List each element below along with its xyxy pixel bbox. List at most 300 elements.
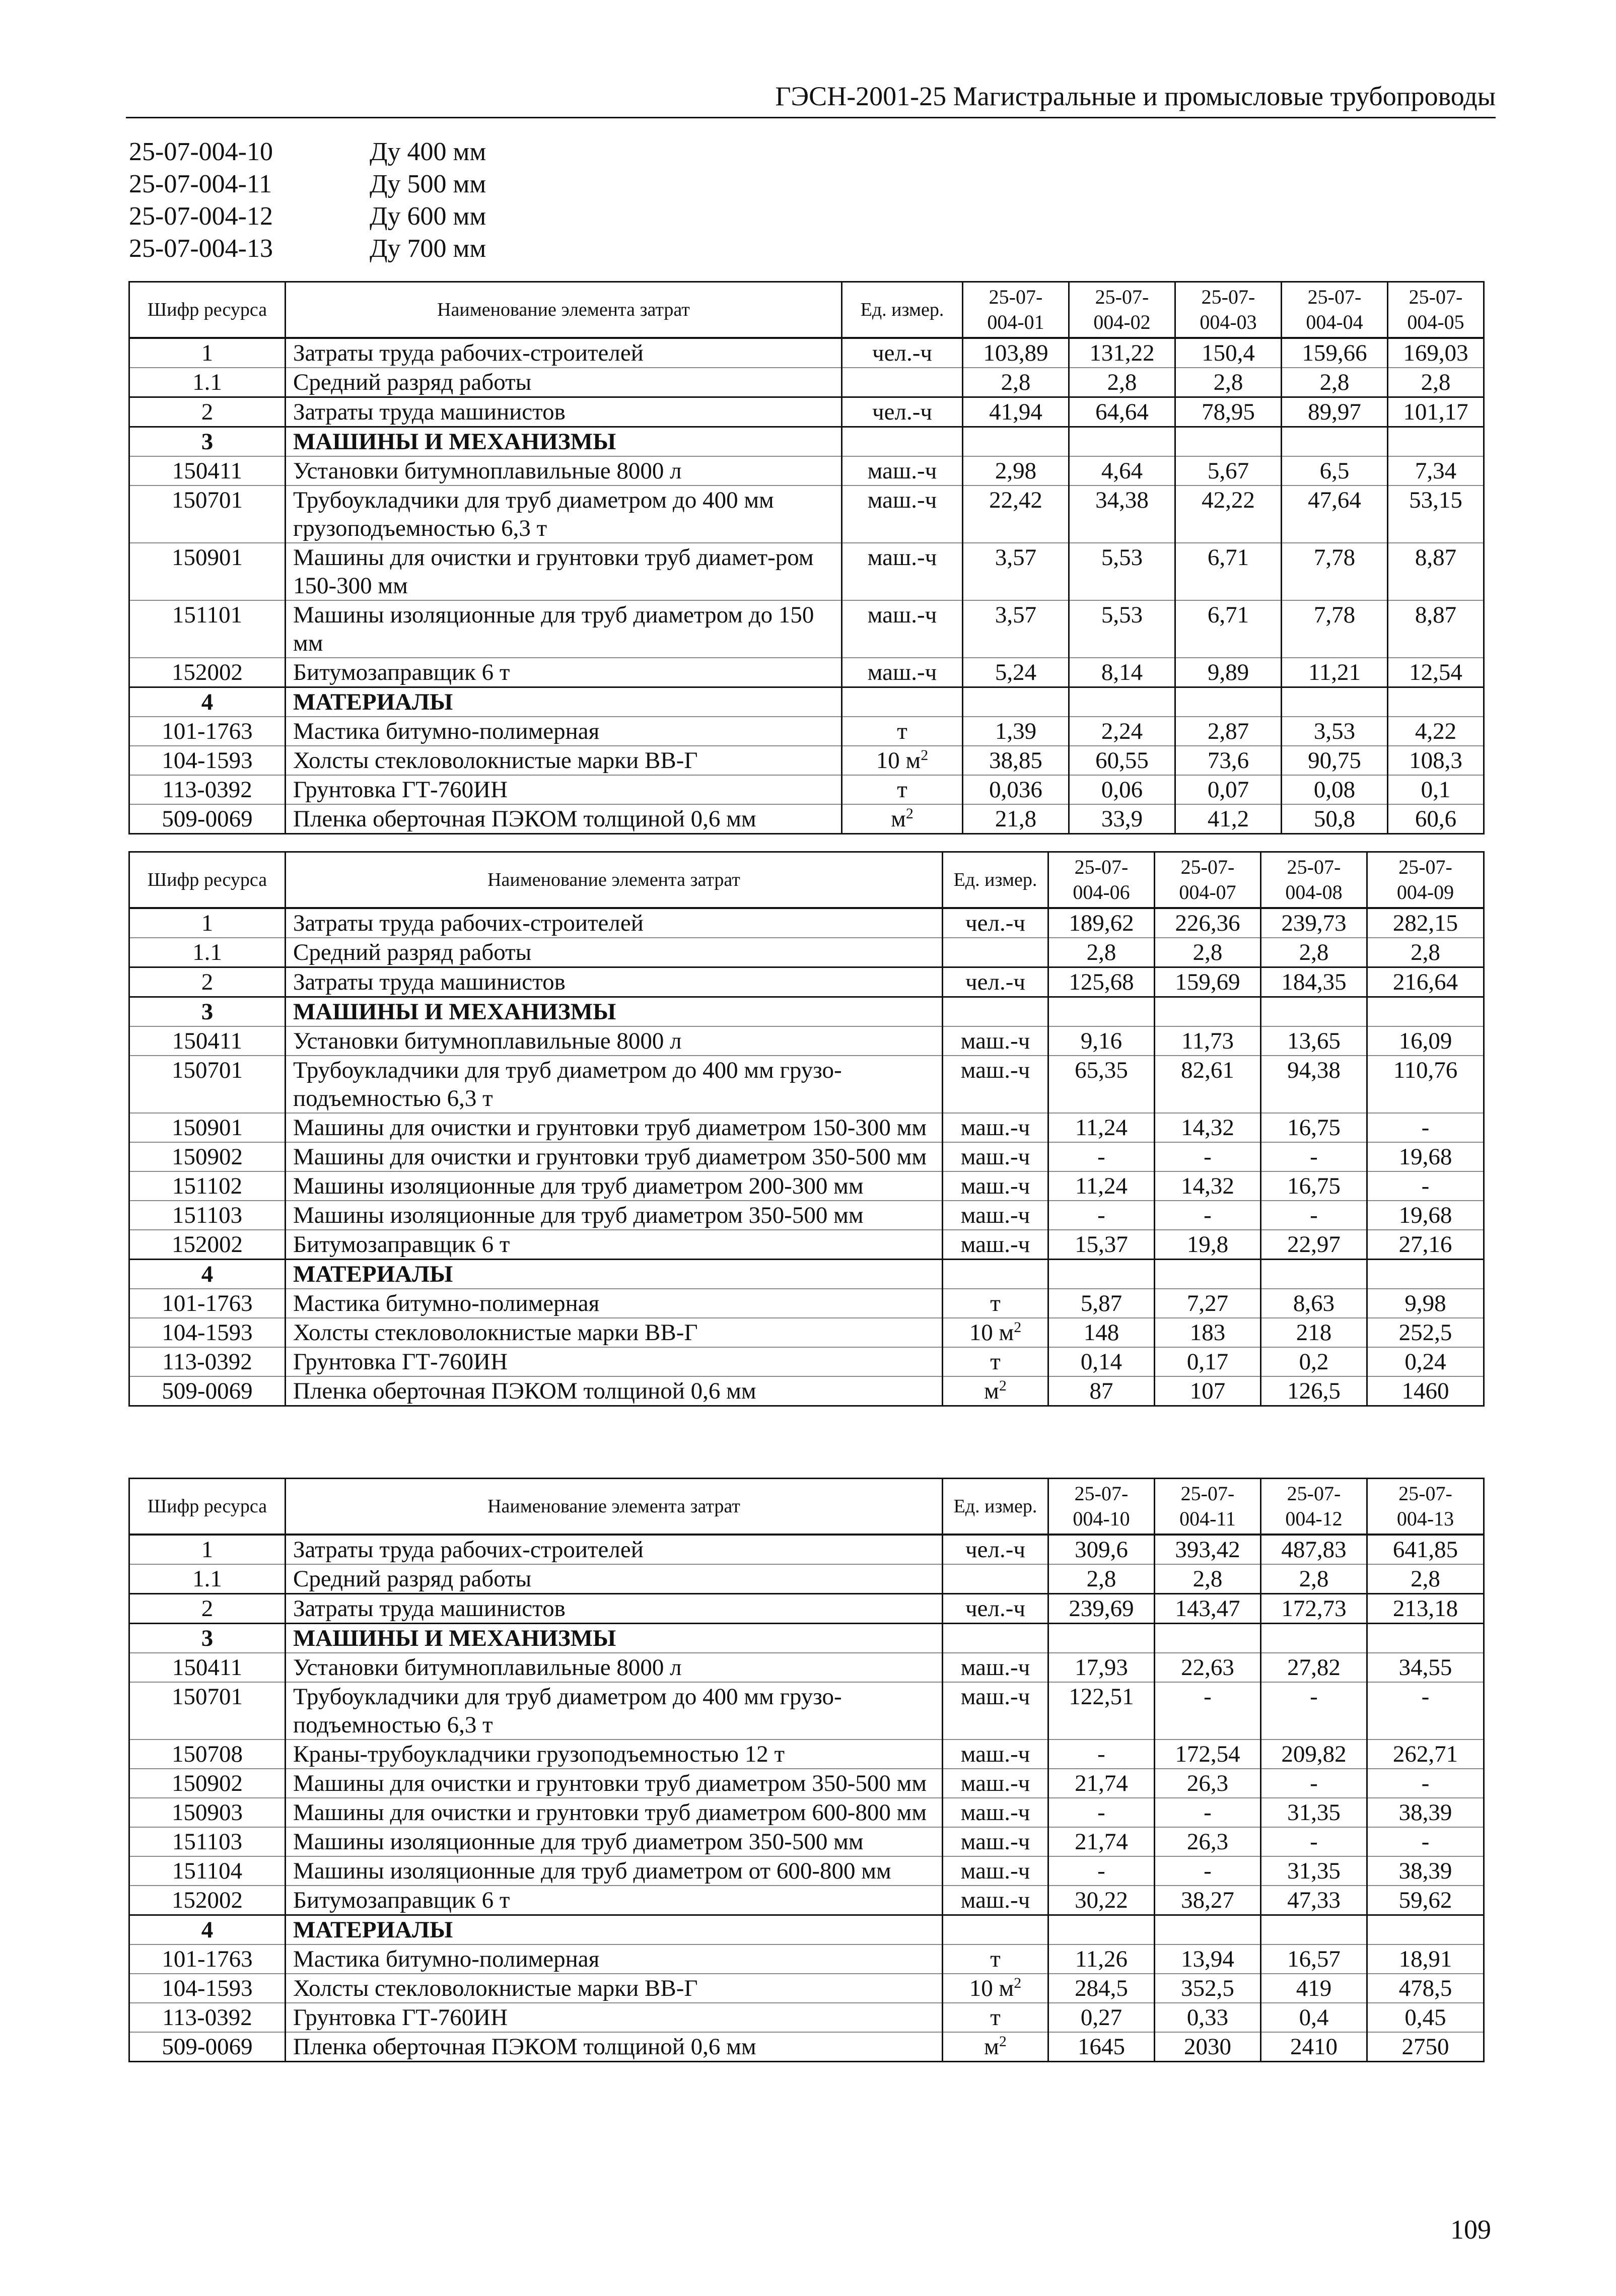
header-unit: Ед. измер. (943, 852, 1048, 909)
value-cell: 6,5 (1282, 456, 1388, 485)
unit-text: чел.-ч (872, 399, 932, 425)
value-cell (1261, 1915, 1367, 1945)
header-variant (1282, 282, 1388, 338)
unit-text: маш.-ч (867, 458, 937, 484)
table-row (129, 1142, 1484, 1171)
value-cell: 42,22 (1175, 485, 1282, 543)
table-header-row (129, 1479, 1484, 1535)
resource-name: Мастика битумно-полимерная (286, 717, 842, 746)
resource-code: 3 (129, 1624, 286, 1653)
resource-code: 150701 (129, 485, 286, 543)
resource-code: 113-0392 (129, 2003, 286, 2032)
value-cell: 226,36 (1155, 908, 1261, 938)
intro-value: Ду 700 мм (370, 234, 486, 263)
resource-code: 509-0069 (129, 1376, 286, 1406)
resource-code: 3 (129, 427, 286, 457)
value-cell (963, 427, 1069, 457)
resource-code: 2 (129, 397, 286, 427)
resource-code: 101-1763 (129, 1289, 286, 1318)
value-cell: 60,55 (1069, 746, 1175, 775)
value-cell: - (1261, 1142, 1367, 1171)
value-cell: 126,5 (1261, 1376, 1367, 1406)
unit-cell (943, 1026, 1048, 1056)
unit-exponent: 2 (905, 805, 914, 822)
resource-name: Затраты труда машинистов (286, 397, 842, 427)
value-cell: 0,14 (1048, 1347, 1155, 1376)
table-row (129, 1535, 1484, 1564)
header-unit: Ед. измер. (842, 282, 963, 338)
resource-name: Затраты труда рабочих-строителей (286, 908, 943, 938)
value-cell: 2,24 (1069, 717, 1175, 746)
unit-text: 10 м (876, 747, 921, 774)
unit-cell (943, 1944, 1048, 1974)
resource-name: Машины изоляционные для труб диаметром до 150 мм (286, 600, 842, 658)
table-row (129, 1944, 1484, 1974)
value-cell: 107 (1155, 1376, 1261, 1406)
unit-cell (842, 804, 963, 834)
value-cell: 0,17 (1155, 1347, 1261, 1376)
page-header: ГЭСН-2001-25 Магистральные и промысловые трубопроводы (775, 81, 1496, 111)
value-cell: 11,24 (1048, 1171, 1155, 1201)
intro-code: 25-07-004-13 (129, 234, 273, 263)
table-row (129, 485, 1484, 543)
table-row (129, 1886, 1484, 1915)
section-row (129, 1624, 1484, 1653)
unit-cell (842, 717, 963, 746)
value-cell: 0,1 (1388, 775, 1484, 804)
value-cell: 2,8 (1261, 938, 1367, 967)
value-cell: 309,6 (1048, 1535, 1155, 1564)
table-row (129, 456, 1484, 485)
resource-code: 150903 (129, 1798, 286, 1827)
unit-cell (842, 687, 963, 717)
value-cell: 27,16 (1367, 1230, 1484, 1260)
table-row (129, 1376, 1484, 1406)
value-cell (1155, 997, 1261, 1027)
value-cell (1261, 997, 1367, 1027)
value-cell: 2,8 (1367, 938, 1484, 967)
unit-text: маш.-ч (960, 1741, 1030, 1767)
intro-code-list (129, 136, 486, 265)
unit-text: маш.-ч (960, 1799, 1030, 1826)
value-cell: 16,75 (1261, 1113, 1367, 1142)
resource-name: Машины для очистки и грунтовки труб диаметром 350-500 мм (286, 1142, 943, 1171)
table-row (129, 1682, 1484, 1740)
unit-text: чел.-ч (965, 969, 1025, 995)
intro-row (129, 136, 486, 168)
value-cell: 7,27 (1155, 1289, 1261, 1318)
value-cell: 60,6 (1388, 804, 1484, 834)
resource-code: 152002 (129, 658, 286, 687)
value-cell: 41,94 (963, 397, 1069, 427)
value-cell (1069, 687, 1175, 717)
resource-code: 150411 (129, 1653, 286, 1682)
value-cell: 9,98 (1367, 1289, 1484, 1318)
unit-text: чел.-ч (872, 340, 932, 366)
table-row (129, 1798, 1484, 1827)
resource-name: Машины изоляционные для труб диаметром от 600-800 мм (286, 1856, 943, 1886)
resource-name: Трубоукладчики для труб диаметром до 400 мм грузоподъемностью 6,3 т (286, 485, 842, 543)
header-variant-line2: 004-11 (1179, 1507, 1236, 1530)
value-cell: 122,51 (1048, 1682, 1155, 1740)
value-cell: 2,8 (1367, 1564, 1484, 1594)
value-cell: 101,17 (1388, 397, 1484, 427)
header-variant (1388, 282, 1484, 338)
unit-cell (943, 1535, 1048, 1564)
value-cell: 172,73 (1261, 1594, 1367, 1624)
resource-code: 150902 (129, 1142, 286, 1171)
value-cell: 47,33 (1261, 1886, 1367, 1915)
value-cell: 184,35 (1261, 967, 1367, 997)
header-variant (1048, 1479, 1155, 1535)
resource-code: 1 (129, 908, 286, 938)
value-cell: - (1367, 1682, 1484, 1740)
resource-name: Машины изоляционные для труб диаметром 350-500 мм (286, 1827, 943, 1856)
unit-cell (943, 1171, 1048, 1201)
value-cell (1282, 427, 1388, 457)
resource-code: 150701 (129, 1056, 286, 1113)
resource-code: 150902 (129, 1769, 286, 1798)
resource-code: 150901 (129, 1113, 286, 1142)
table-row (129, 1289, 1484, 1318)
table-row (129, 1026, 1484, 1056)
header-variant-line1: 25-07- (1398, 856, 1452, 878)
value-cell: 16,57 (1261, 1944, 1367, 1974)
header-variant-line1: 25-07- (1095, 286, 1149, 308)
value-cell: 252,5 (1367, 1318, 1484, 1347)
value-cell (1388, 687, 1484, 717)
table-row (129, 1113, 1484, 1142)
value-cell (1048, 1624, 1155, 1653)
value-cell: 90,75 (1282, 746, 1388, 775)
value-cell: 189,62 (1048, 908, 1155, 938)
value-cell: - (1155, 1682, 1261, 1740)
unit-text: маш.-ч (960, 1028, 1030, 1054)
unit-text: т (990, 1290, 1001, 1316)
resource-name: Битумозаправщик 6 т (286, 1230, 943, 1260)
value-cell: 7,34 (1388, 456, 1484, 485)
value-cell: 352,5 (1155, 1974, 1261, 2003)
resource-code: 3 (129, 997, 286, 1027)
resource-name: Затраты труда рабочих-строителей (286, 338, 842, 368)
header-variant-line2: 004-05 (1407, 311, 1464, 333)
resource-name: Установки битумноплавильные 8000 л (286, 1026, 943, 1056)
value-cell: 11,24 (1048, 1113, 1155, 1142)
value-cell: - (1048, 1142, 1155, 1171)
unit-text: маш.-ч (867, 487, 937, 513)
header-name: Наименование элемента затрат (286, 852, 943, 909)
table-row (129, 1594, 1484, 1624)
value-cell: 2,8 (1282, 368, 1388, 397)
resource-name: Затраты труда машинистов (286, 1594, 943, 1624)
value-cell: 8,14 (1069, 658, 1175, 687)
table-row (129, 658, 1484, 687)
table-row (129, 938, 1484, 967)
header-variant-line2: 004-01 (987, 311, 1044, 333)
resource-name: Затраты труда машинистов (286, 967, 943, 997)
unit-cell (943, 1318, 1048, 1347)
value-cell: - (1367, 1171, 1484, 1201)
unit-text: маш.-ч (960, 1770, 1030, 1796)
unit-cell (943, 1915, 1048, 1945)
unit-cell (943, 1594, 1048, 1624)
value-cell: 6,71 (1175, 543, 1282, 600)
value-cell: 38,27 (1155, 1886, 1261, 1915)
section-title: МАТЕРИАЛЫ (286, 1915, 943, 1945)
unit-text: маш.-ч (960, 1829, 1030, 1855)
value-cell: 2,8 (1155, 938, 1261, 967)
value-cell: - (1261, 1769, 1367, 1798)
unit-cell (842, 775, 963, 804)
resource-code: 1.1 (129, 938, 286, 967)
unit-cell (842, 456, 963, 485)
value-cell: 131,22 (1069, 338, 1175, 368)
unit-text: т (990, 1946, 1001, 1972)
unit-cell (943, 1624, 1048, 1653)
section-row (129, 687, 1484, 717)
header-variant-line2: 004-10 (1073, 1507, 1130, 1530)
resource-code: 151101 (129, 600, 286, 658)
resource-name: Машины для очистки и грунтовки труб диамет-ром 150-300 мм (286, 543, 842, 600)
value-cell: - (1048, 1856, 1155, 1886)
resource-name: Трубоукладчики для труб диаметром до 400 мм грузо-подъемностью 6,3 т (286, 1056, 943, 1113)
value-cell: 1645 (1048, 2032, 1155, 2062)
resource-name: Затраты труда рабочих-строителей (286, 1535, 943, 1564)
value-cell: - (1155, 1201, 1261, 1230)
value-cell: 3,57 (963, 543, 1069, 600)
value-cell: 13,94 (1155, 1944, 1261, 1974)
section-row (129, 997, 1484, 1027)
value-cell: 21,8 (963, 804, 1069, 834)
value-cell: 2750 (1367, 2032, 1484, 2062)
unit-text: т (897, 777, 907, 803)
unit-cell (943, 1376, 1048, 1406)
unit-text: маш.-ч (960, 1887, 1030, 1913)
resource-code: 1.1 (129, 368, 286, 397)
value-cell: - (1048, 1740, 1155, 1769)
resource-code: 150901 (129, 543, 286, 600)
value-cell: 8,63 (1261, 1289, 1367, 1318)
value-cell: 125,68 (1048, 967, 1155, 997)
header-variant-line2: 004-07 (1179, 881, 1236, 903)
unit-cell (943, 2032, 1048, 2062)
table-row (129, 1653, 1484, 1682)
value-cell: 2,87 (1175, 717, 1282, 746)
table-row (129, 1564, 1484, 1594)
resource-code: 113-0392 (129, 775, 286, 804)
header-variant-line2: 004-03 (1200, 311, 1257, 333)
header-variant (1175, 282, 1282, 338)
resource-code: 4 (129, 1915, 286, 1945)
header-variant-line2: 004-04 (1306, 311, 1363, 333)
value-cell: 65,35 (1048, 1056, 1155, 1113)
resource-name: Машины изоляционные для труб диаметром 200-300 мм (286, 1171, 943, 1201)
intro-code: 25-07-004-11 (129, 170, 272, 198)
value-cell (1261, 1260, 1367, 1289)
value-cell: 143,47 (1155, 1594, 1261, 1624)
value-cell: 5,67 (1175, 456, 1282, 485)
unit-cell (842, 397, 963, 427)
unit-cell (943, 1798, 1048, 1827)
unit-cell (943, 2003, 1048, 2032)
value-cell: 5,53 (1069, 543, 1175, 600)
resource-name: Грунтовка ГТ-760ИН (286, 775, 842, 804)
intro-code: 25-07-004-10 (129, 137, 273, 166)
resource-code: 152002 (129, 1886, 286, 1915)
value-cell: 1,39 (963, 717, 1069, 746)
value-cell: 8,87 (1388, 543, 1484, 600)
resource-name: Пленка оберточная ПЭКОМ толщиной 0,6 мм (286, 804, 842, 834)
value-cell: 0,33 (1155, 2003, 1261, 2032)
resource-name: Средний разряд работы (286, 938, 943, 967)
value-cell: - (1048, 1798, 1155, 1827)
value-cell (1155, 1260, 1261, 1289)
value-cell (1388, 427, 1484, 457)
header-name: Наименование элемента затрат (286, 282, 842, 338)
table-row (129, 1769, 1484, 1798)
value-cell: 5,24 (963, 658, 1069, 687)
intro-code: 25-07-004-12 (129, 202, 273, 231)
value-cell: 31,35 (1261, 1856, 1367, 1886)
unit-cell (842, 600, 963, 658)
table-row (129, 1974, 1484, 2003)
value-cell: 487,83 (1261, 1535, 1367, 1564)
unit-cell (943, 908, 1048, 938)
header-variant-line1: 25-07- (1074, 1482, 1129, 1505)
value-cell: 38,39 (1367, 1856, 1484, 1886)
value-cell: 218 (1261, 1318, 1367, 1347)
header-variant-line1: 25-07- (1180, 856, 1235, 878)
value-cell (1155, 1915, 1261, 1945)
resource-code: 150701 (129, 1682, 286, 1740)
value-cell: 641,85 (1367, 1535, 1484, 1564)
value-cell: 0,27 (1048, 2003, 1155, 2032)
unit-text: т (990, 2004, 1001, 2031)
value-cell: 2,8 (1069, 368, 1175, 397)
value-cell: 183 (1155, 1318, 1261, 1347)
value-cell: 159,69 (1155, 967, 1261, 997)
value-cell: 2410 (1261, 2032, 1367, 2062)
table-row (129, 1056, 1484, 1113)
value-cell: 78,95 (1175, 397, 1282, 427)
intro-value: Ду 500 мм (370, 170, 486, 198)
value-cell: 239,73 (1261, 908, 1367, 938)
unit-text: м (984, 2034, 999, 2060)
section-title: МАШИНЫ И МЕХАНИЗМЫ (286, 1624, 943, 1653)
header-variant-line1: 25-07- (1287, 856, 1341, 878)
resource-code: 150411 (129, 456, 286, 485)
value-cell: 31,35 (1261, 1798, 1367, 1827)
unit-text: маш.-ч (960, 1858, 1030, 1884)
unit-text: чел.-ч (965, 1595, 1025, 1622)
value-cell: 282,15 (1367, 908, 1484, 938)
resource-code: 1.1 (129, 1564, 286, 1594)
table-row (129, 967, 1484, 997)
unit-cell (842, 543, 963, 600)
section-row (129, 427, 1484, 457)
resource-code: 151102 (129, 1171, 286, 1201)
value-cell: 2,98 (963, 456, 1069, 485)
value-cell: - (1155, 1142, 1261, 1171)
resource-name: Битумозаправщик 6 т (286, 658, 842, 687)
resource-name: Трубоукладчики для труб диаметром до 400 мм грузо-подъемностью 6,3 т (286, 1682, 943, 1740)
value-cell (1367, 997, 1484, 1027)
unit-text: чел.-ч (965, 910, 1025, 936)
table-row (129, 543, 1484, 600)
intro-row (129, 168, 486, 200)
value-cell (1048, 997, 1155, 1027)
value-cell: 22,97 (1261, 1230, 1367, 1260)
value-cell: 209,82 (1261, 1740, 1367, 1769)
value-cell: 239,69 (1048, 1594, 1155, 1624)
unit-text: 10 м (969, 1975, 1014, 2001)
value-cell (1367, 1915, 1484, 1945)
unit-text: маш.-ч (960, 1115, 1030, 1141)
unit-text: маш.-ч (960, 1684, 1030, 1710)
value-cell: 26,3 (1155, 1827, 1261, 1856)
value-cell: 11,21 (1282, 658, 1388, 687)
resource-name: Грунтовка ГТ-760ИН (286, 1347, 943, 1376)
value-cell: - (1261, 1201, 1367, 1230)
header-variant-line2: 004-08 (1285, 881, 1343, 903)
resource-code: 509-0069 (129, 804, 286, 834)
unit-text: т (897, 718, 907, 744)
table-row (129, 397, 1484, 427)
value-cell: 27,82 (1261, 1653, 1367, 1682)
resource-code: 152002 (129, 1230, 286, 1260)
unit-cell (943, 1653, 1048, 1682)
value-cell: 2,8 (1175, 368, 1282, 397)
resource-code: 4 (129, 1260, 286, 1289)
intro-row (129, 200, 486, 233)
table-row (129, 1201, 1484, 1230)
section-title: МАШИНЫ И МЕХАНИЗМЫ (286, 997, 943, 1027)
unit-text: чел.-ч (965, 1537, 1025, 1563)
value-cell (1367, 1260, 1484, 1289)
value-cell: 16,75 (1261, 1171, 1367, 1201)
value-cell: 262,71 (1367, 1740, 1484, 1769)
unit-cell (943, 1682, 1048, 1740)
header-variant-line1: 25-07- (1201, 286, 1255, 308)
resource-name: Установки битумноплавильные 8000 л (286, 1653, 943, 1682)
value-cell: 50,8 (1282, 804, 1388, 834)
value-cell: 148 (1048, 1318, 1155, 1347)
resource-table-2 (128, 851, 1485, 1407)
unit-text: маш.-ч (960, 1144, 1030, 1170)
resource-code: 104-1593 (129, 1974, 286, 2003)
unit-cell (943, 1230, 1048, 1260)
resource-code: 1 (129, 338, 286, 368)
page-number: 109 (1450, 2214, 1491, 2245)
header-variant-line1: 25-07- (1307, 286, 1362, 308)
value-cell: - (1261, 1827, 1367, 1856)
value-cell: 103,89 (963, 338, 1069, 368)
value-cell: 14,32 (1155, 1171, 1261, 1201)
value-cell: 2,8 (963, 368, 1069, 397)
value-cell: 2,8 (1048, 938, 1155, 967)
value-cell: 2030 (1155, 2032, 1261, 2062)
header-variant-line2: 004-09 (1396, 881, 1454, 903)
value-cell: 169,03 (1388, 338, 1484, 368)
unit-exponent: 2 (999, 1377, 1007, 1394)
table-row (129, 717, 1484, 746)
value-cell: 30,22 (1048, 1886, 1155, 1915)
unit-text: 10 м (969, 1319, 1014, 1346)
value-cell: 3,57 (963, 600, 1069, 658)
unit-cell (943, 1856, 1048, 1886)
table-row (129, 1856, 1484, 1886)
resource-name: Пленка оберточная ПЭКОМ толщиной 0,6 мм (286, 2032, 943, 2062)
